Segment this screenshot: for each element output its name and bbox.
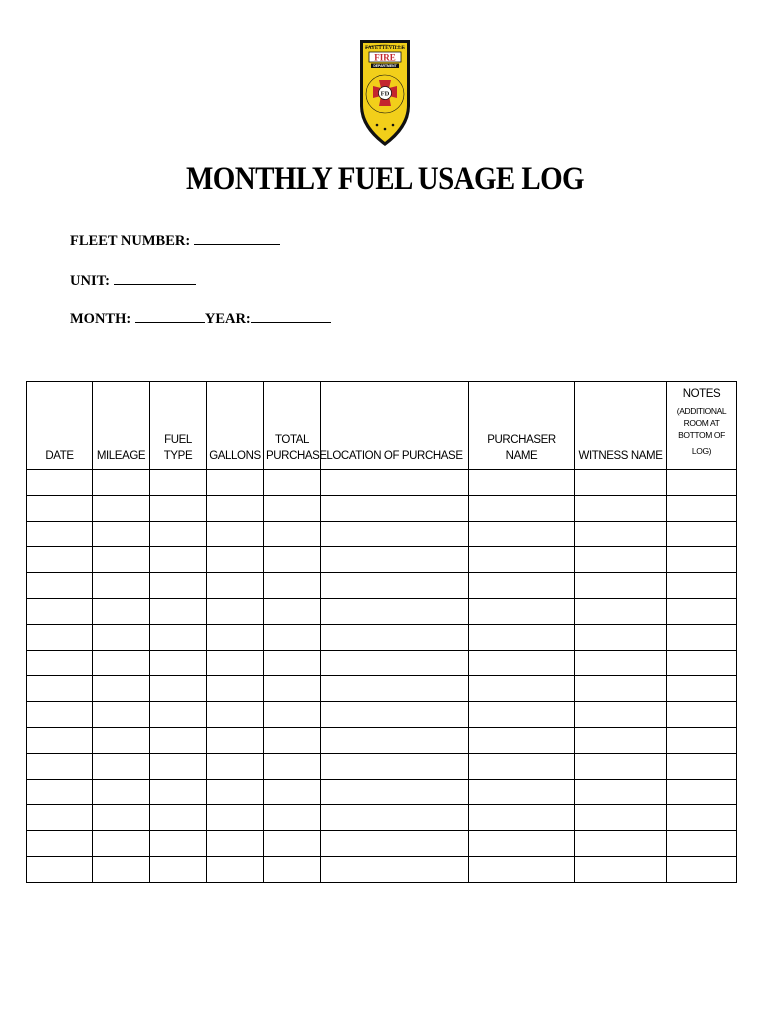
cell-total-purchase[interactable] — [264, 805, 321, 831]
cell-notes[interactable] — [667, 598, 737, 624]
cell-total-purchase[interactable] — [264, 521, 321, 547]
fleet-number-label: FLEET NUMBER: — [70, 233, 191, 249]
cell-mileage[interactable] — [93, 753, 150, 779]
cell-gallons[interactable] — [207, 676, 264, 702]
fire-department-badge-logo — [355, 36, 415, 148]
cell-purchaser-name[interactable] — [469, 856, 575, 882]
cell-fuel-type[interactable] — [150, 856, 207, 882]
cell-mileage[interactable] — [93, 573, 150, 599]
cell-fuel-type[interactable] — [150, 624, 207, 650]
cell-location[interactable] — [321, 831, 469, 857]
cell-witness-name[interactable] — [575, 521, 667, 547]
cell-notes[interactable] — [667, 650, 737, 676]
cell-gallons[interactable] — [207, 624, 264, 650]
cell-total-purchase[interactable] — [264, 573, 321, 599]
cell-total-purchase[interactable] — [264, 727, 321, 753]
cell-gallons[interactable] — [207, 521, 264, 547]
cell-mileage[interactable] — [93, 779, 150, 805]
year-input[interactable] — [251, 310, 331, 323]
year-label: YEAR: — [204, 311, 251, 327]
cell-total-purchase[interactable] — [264, 650, 321, 676]
cell-total-purchase[interactable] — [264, 676, 321, 702]
cell-notes[interactable] — [667, 521, 737, 547]
cell-notes[interactable] — [667, 753, 737, 779]
cell-location[interactable] — [321, 702, 469, 728]
cell-location[interactable] — [321, 521, 469, 547]
fleet-number-field — [70, 232, 280, 250]
fuel-log-table — [26, 381, 737, 883]
cell-notes[interactable] — [667, 547, 737, 573]
cell-purchaser-name[interactable] — [469, 598, 575, 624]
cell-gallons[interactable] — [207, 702, 264, 728]
cell-date[interactable] — [27, 470, 93, 496]
cell-notes[interactable] — [667, 779, 737, 805]
cell-witness-name[interactable] — [575, 727, 667, 753]
table-row — [27, 676, 737, 702]
cell-date[interactable] — [27, 727, 93, 753]
table-row — [27, 547, 737, 573]
table-row — [27, 779, 737, 805]
cell-date[interactable] — [27, 831, 93, 857]
cell-total-purchase[interactable] — [264, 470, 321, 496]
cell-purchaser-name[interactable] — [469, 676, 575, 702]
cell-witness-name[interactable] — [575, 779, 667, 805]
unit-label: UNIT: — [70, 273, 111, 289]
table-row — [27, 470, 737, 496]
cell-total-purchase[interactable] — [264, 779, 321, 805]
cell-date[interactable] — [27, 753, 93, 779]
table-row — [27, 521, 737, 547]
cell-total-purchase[interactable] — [264, 856, 321, 882]
cell-fuel-type[interactable] — [150, 727, 207, 753]
cell-purchaser-name[interactable] — [469, 470, 575, 496]
cell-location[interactable] — [321, 573, 469, 599]
cell-location[interactable] — [321, 779, 469, 805]
cell-date[interactable] — [27, 805, 93, 831]
cell-witness-name[interactable] — [575, 650, 667, 676]
cell-mileage[interactable] — [93, 727, 150, 753]
cell-fuel-type[interactable] — [150, 676, 207, 702]
table-row — [27, 805, 737, 831]
cell-mileage[interactable] — [93, 470, 150, 496]
cell-location[interactable] — [321, 598, 469, 624]
cell-witness-name[interactable] — [575, 624, 667, 650]
cell-mileage[interactable] — [93, 676, 150, 702]
cell-notes[interactable] — [667, 856, 737, 882]
cell-fuel-type[interactable] — [150, 650, 207, 676]
cell-notes[interactable] — [667, 624, 737, 650]
cell-date[interactable] — [27, 650, 93, 676]
cell-gallons[interactable] — [207, 495, 264, 521]
cell-gallons[interactable] — [207, 805, 264, 831]
cell-mileage[interactable] — [93, 598, 150, 624]
cell-gallons[interactable] — [207, 573, 264, 599]
logo-dept-text: DEPARTMENT — [373, 64, 397, 69]
cell-location[interactable] — [321, 727, 469, 753]
cell-purchaser-name[interactable] — [469, 727, 575, 753]
cell-notes[interactable] — [667, 702, 737, 728]
cell-mileage[interactable] — [93, 521, 150, 547]
cell-fuel-type[interactable] — [150, 547, 207, 573]
page-title: MONTHLY FUEL USAGE LOG — [186, 161, 584, 197]
fleet-number-input[interactable] — [194, 232, 280, 245]
cell-notes[interactable] — [667, 470, 737, 496]
cell-fuel-type[interactable] — [150, 470, 207, 496]
cell-mileage[interactable] — [93, 650, 150, 676]
cell-fuel-type[interactable] — [150, 521, 207, 547]
cell-witness-name[interactable] — [575, 831, 667, 857]
cell-total-purchase[interactable] — [264, 624, 321, 650]
cell-date[interactable] — [27, 624, 93, 650]
cell-witness-name[interactable] — [575, 495, 667, 521]
column-header-location: LOCATION OF PURCHASE — [321, 382, 469, 470]
column-header-fuel-type: FUEL TYPE — [150, 382, 207, 470]
cell-purchaser-name[interactable] — [469, 521, 575, 547]
cell-location[interactable] — [321, 650, 469, 676]
table-row — [27, 856, 737, 882]
cell-fuel-type[interactable] — [150, 753, 207, 779]
cell-total-purchase[interactable] — [264, 702, 321, 728]
cell-gallons[interactable] — [207, 779, 264, 805]
cell-fuel-type[interactable] — [150, 495, 207, 521]
cell-notes[interactable] — [667, 831, 737, 857]
cell-mileage[interactable] — [93, 805, 150, 831]
month-input[interactable] — [135, 310, 205, 323]
table-body — [27, 470, 737, 883]
cell-fuel-type[interactable] — [150, 598, 207, 624]
cell-notes[interactable] — [667, 495, 737, 521]
cell-notes[interactable] — [667, 676, 737, 702]
cell-location[interactable] — [321, 547, 469, 573]
cell-date[interactable] — [27, 702, 93, 728]
cell-purchaser-name[interactable] — [469, 702, 575, 728]
column-header-date: DATE — [27, 382, 93, 470]
cell-gallons[interactable] — [207, 598, 264, 624]
cell-witness-name[interactable] — [575, 753, 667, 779]
logo-center-text: FD — [380, 90, 390, 98]
cell-date[interactable] — [27, 779, 93, 805]
cell-fuel-type[interactable] — [150, 573, 207, 599]
cell-gallons[interactable] — [207, 856, 264, 882]
column-header-notes — [667, 382, 737, 470]
cell-notes[interactable] — [667, 805, 737, 831]
cell-date[interactable] — [27, 856, 93, 882]
logo-top-text: FAYETTEVILLE — [365, 45, 405, 51]
cell-notes[interactable] — [667, 573, 737, 599]
cell-date[interactable] — [27, 598, 93, 624]
cell-fuel-type[interactable] — [150, 831, 207, 857]
cell-gallons[interactable] — [207, 727, 264, 753]
cell-total-purchase[interactable] — [264, 547, 321, 573]
notes-sub-line2: ROOM AT — [683, 417, 720, 428]
cell-total-purchase[interactable] — [264, 831, 321, 857]
cell-gallons[interactable] — [207, 650, 264, 676]
cell-gallons[interactable] — [207, 831, 264, 857]
cell-purchaser-name[interactable] — [469, 779, 575, 805]
total-purchase-line2: PURCHASE — [266, 450, 327, 463]
column-header-mileage: MILEAGE — [93, 382, 150, 470]
cell-total-purchase[interactable] — [264, 598, 321, 624]
cell-witness-name[interactable] — [575, 702, 667, 728]
cell-witness-name[interactable] — [575, 573, 667, 599]
notes-sub-line1: (ADDITIONAL — [676, 405, 727, 416]
cell-total-purchase[interactable] — [264, 753, 321, 779]
cell-fuel-type[interactable] — [150, 779, 207, 805]
cell-location[interactable] — [321, 856, 469, 882]
column-header-witness-name: WITNESS NAME — [575, 382, 667, 470]
cell-location[interactable] — [321, 805, 469, 831]
total-purchase-line1: TOTAL — [275, 433, 309, 446]
cell-purchaser-name[interactable] — [469, 805, 575, 831]
cell-date[interactable] — [27, 573, 93, 599]
cell-mileage[interactable] — [93, 831, 150, 857]
table-header-row — [27, 382, 737, 470]
table-row — [27, 831, 737, 857]
cell-notes[interactable] — [667, 727, 737, 753]
cell-total-purchase[interactable] — [264, 495, 321, 521]
table-row — [27, 598, 737, 624]
cell-location[interactable] — [321, 624, 469, 650]
unit-field — [70, 272, 196, 290]
cell-mileage[interactable] — [93, 856, 150, 882]
column-header-purchaser-name: PURCHASER NAME — [469, 382, 575, 470]
table-row — [27, 650, 737, 676]
cell-gallons[interactable] — [207, 470, 264, 496]
cell-purchaser-name[interactable] — [469, 547, 575, 573]
cell-mileage[interactable] — [93, 495, 150, 521]
table-row — [27, 624, 737, 650]
column-header-gallons: GALLONS — [207, 382, 264, 470]
cell-witness-name[interactable] — [575, 856, 667, 882]
month-label: MONTH: — [70, 311, 132, 327]
cell-mileage[interactable] — [93, 547, 150, 573]
cell-date[interactable] — [27, 547, 93, 573]
month-year-field — [70, 310, 331, 328]
notes-title: NOTES — [682, 388, 721, 400]
table-row — [27, 495, 737, 521]
cell-fuel-type[interactable] — [150, 805, 207, 831]
logo-fire-text: FIRE — [374, 52, 396, 63]
cell-witness-name[interactable] — [575, 805, 667, 831]
cell-purchaser-name[interactable] — [469, 624, 575, 650]
cell-date[interactable] — [27, 676, 93, 702]
cell-location[interactable] — [321, 676, 469, 702]
cell-witness-name[interactable] — [575, 598, 667, 624]
cell-witness-name[interactable] — [575, 676, 667, 702]
notes-sub-line3: BOTTOM OF LOG) — [678, 429, 725, 457]
cell-purchaser-name[interactable] — [469, 753, 575, 779]
cell-gallons[interactable] — [207, 753, 264, 779]
cell-purchaser-name[interactable] — [469, 573, 575, 599]
cell-purchaser-name[interactable] — [469, 650, 575, 676]
cell-mileage[interactable] — [93, 702, 150, 728]
cell-witness-name[interactable] — [575, 470, 667, 496]
cell-witness-name[interactable] — [575, 547, 667, 573]
cell-location[interactable] — [321, 753, 469, 779]
cell-fuel-type[interactable] — [150, 702, 207, 728]
cell-mileage[interactable] — [93, 624, 150, 650]
cell-purchaser-name[interactable] — [469, 495, 575, 521]
table-row — [27, 753, 737, 779]
cell-gallons[interactable] — [207, 547, 264, 573]
unit-input[interactable] — [114, 272, 196, 285]
cell-date[interactable] — [27, 521, 93, 547]
cell-date[interactable] — [27, 495, 93, 521]
table-row — [27, 573, 737, 599]
table-row — [27, 702, 737, 728]
table-row — [27, 727, 737, 753]
cell-location[interactable] — [321, 470, 469, 496]
cell-location[interactable] — [321, 495, 469, 521]
column-header-total-purchase — [264, 382, 327, 470]
cell-purchaser-name[interactable] — [469, 831, 575, 857]
